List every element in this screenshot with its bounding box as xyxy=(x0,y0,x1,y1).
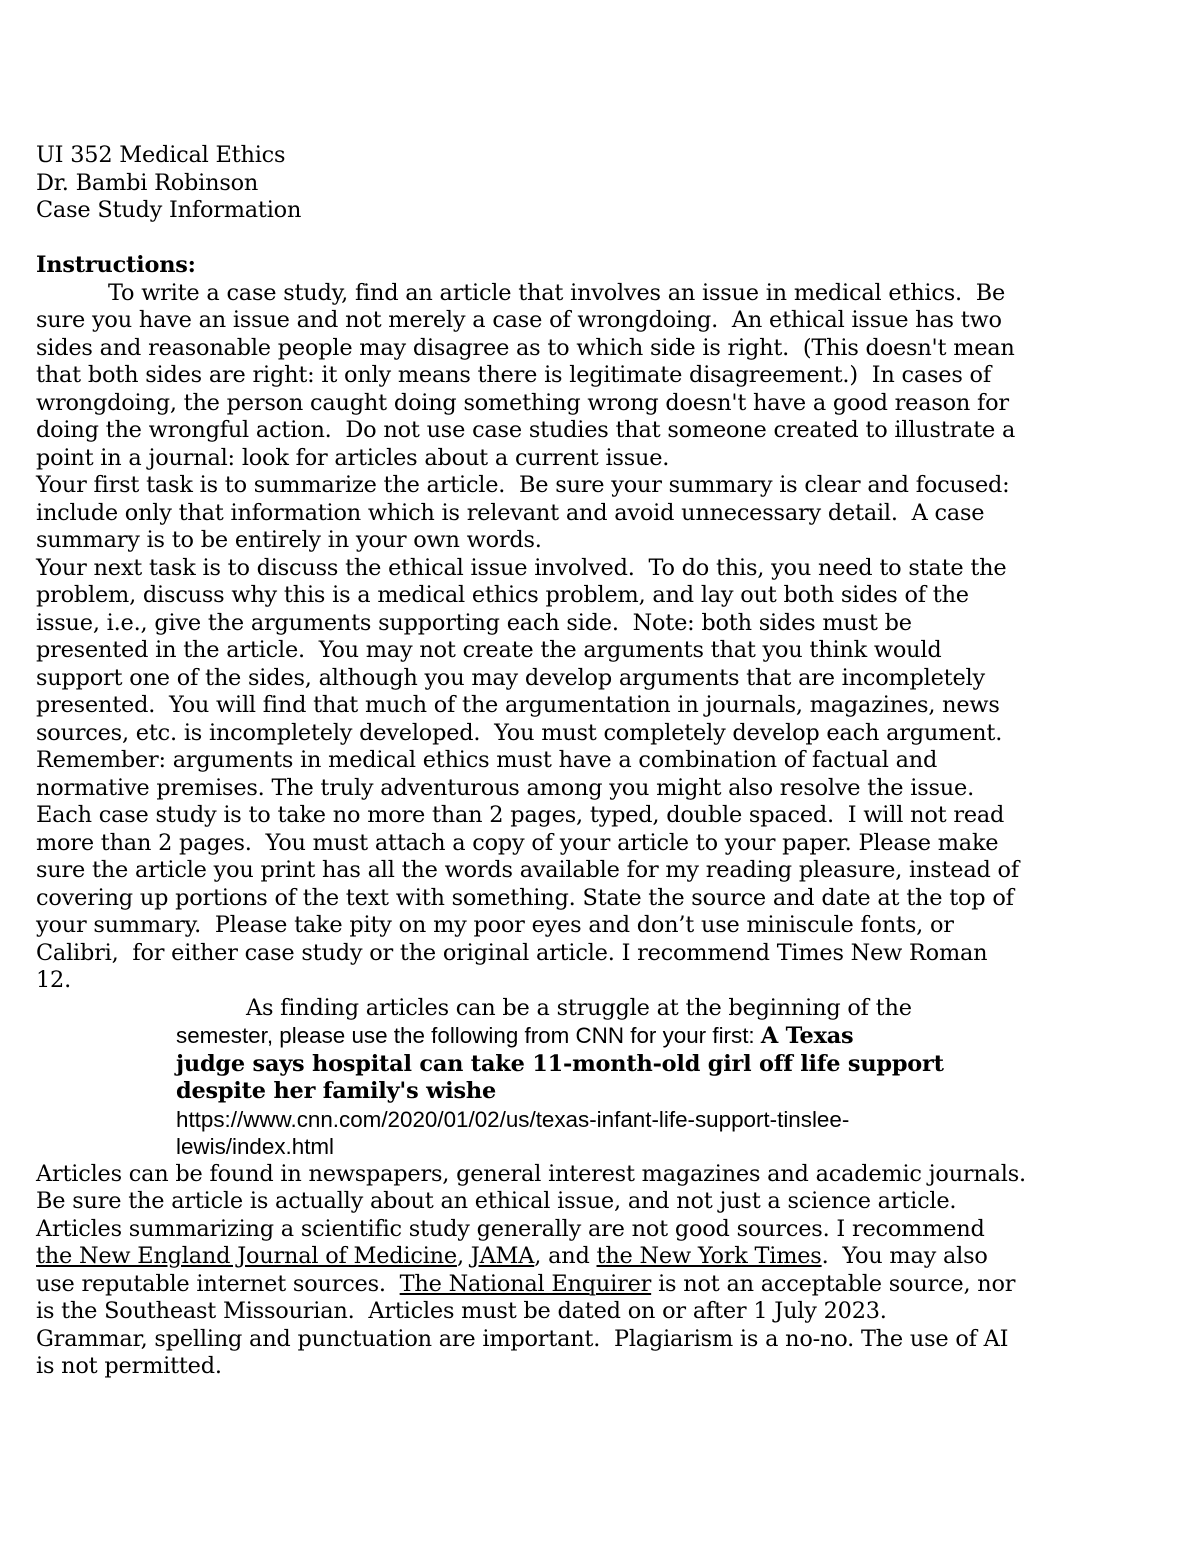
instructions-heading: Instructions: xyxy=(36,252,196,278)
para1-line: point in a journal: look for articles about a current issue. xyxy=(36,444,670,471)
enquirer-reference: The National Enquirer xyxy=(399,1270,652,1297)
para3-line: Each case study is to take no more than 2 pages, typed, double spaced. I will not read xyxy=(36,802,1005,828)
para1-line: that both sides are right: it only means there is legitimate disagreement.) In cases of xyxy=(36,362,991,388)
para3-line: 12. xyxy=(36,967,72,993)
para3-line: presented in the article. You may not create the arguments that you think would xyxy=(36,637,942,663)
para1-line: sure you have an issue and not merely a case of wrongdoing. An ethical issue has two xyxy=(36,307,1002,333)
para4-line: Articles summarizing a scientific study generally are not good sources. I recommend xyxy=(36,1215,985,1242)
para3-line: support one of the sides, although you may develop arguments that are incompletely xyxy=(36,664,985,691)
para2-line: Your first task is to summarize the article. Be sure your summary is clear and focused: xyxy=(36,472,1010,498)
para4-line: Grammar, spelling and punctuation are important. Plagiarism is a no-no. The use of AI xyxy=(36,1325,1009,1352)
para1-line: wrongdoing, the person caught doing something wrong doesn't have a good reason for xyxy=(36,389,1009,416)
cnn-article-url: lewis/index.html xyxy=(176,1134,335,1159)
separator-text: , and xyxy=(534,1243,597,1269)
cnn-intro-text: semester, please use the following from CNN for your first: xyxy=(176,1023,761,1048)
para3-line: Calibri, for either case study or the original article. I recommend Times New Roman xyxy=(36,939,988,966)
para3-line: more than 2 pages. You must attach a copy of your article to your paper. Please make xyxy=(36,829,999,856)
nejm-reference: the New England Journal of Medicine xyxy=(36,1243,457,1269)
para2-line: summary is to be entirely in your own words. xyxy=(36,527,542,553)
para1-line: To write a case study, find an article that involves an issue in medical ethics. Be xyxy=(108,279,1006,306)
para3-line: sure the article you print has all the words available for my reading pleasure, instead of xyxy=(36,857,1019,883)
cnn-article-title: despite her family's wishe xyxy=(176,1078,496,1104)
separator-text: , xyxy=(456,1243,471,1269)
para4-line: is not permitted. xyxy=(36,1353,222,1379)
para3-line: Remember: arguments in medical ethics must have a combination of factual and xyxy=(36,747,938,773)
para4-text: use reputable internet sources. xyxy=(36,1270,400,1297)
instructor-name: Dr. Bambi Robinson xyxy=(36,169,259,196)
para1-line: doing the wrongful action. Do not use case studies that someone created to illustrate a xyxy=(36,417,1016,443)
para3-line: your summary. Please take pity on my poor eyes and don’t use miniscule fonts, or xyxy=(36,912,954,938)
para4-line: Be sure the article is actually about an ethical issue, and not just a science article. xyxy=(36,1188,957,1214)
para4-text: . You may also xyxy=(821,1243,988,1269)
jama-reference: JAMA xyxy=(470,1243,535,1269)
para4-line: Articles can be found in newspapers, general interest magazines and academic journals. xyxy=(36,1160,1026,1187)
document-body xyxy=(36,142,1136,1381)
nyt-reference: the New York Times xyxy=(596,1243,822,1269)
cnn-article-title: A Texas xyxy=(760,1023,854,1049)
para2-line: include only that information which is relevant and avoid unnecessary detail. A case xyxy=(36,499,985,526)
cnn-article-url: https://www.cnn.com/2020/01/02/us/texas-infant-life-support-tinslee- xyxy=(176,1106,850,1132)
para4-line xyxy=(36,1243,1136,1271)
para3-line: normative premises. The truly adventurous among you might also resolve the issue. xyxy=(36,774,974,801)
para3-line: sources, etc. is incompletely developed. You must completely develop each argument. xyxy=(36,719,1003,746)
para3-line: Your next task is to discuss the ethical issue involved. To do this, you need to state the xyxy=(36,554,1007,581)
document-title: Case Study Information xyxy=(36,197,302,223)
cnn-article-title: judge says hospital can take 11-month-old girl off life support xyxy=(176,1050,944,1077)
course-title: UI 352 Medical Ethics xyxy=(36,142,286,168)
cnn-intro-line: As finding articles can be a struggle at the beginning of the xyxy=(246,994,912,1021)
spacer xyxy=(36,225,1136,253)
para1-line: sides and reasonable people may disagree as to which side is right. (This doesn't mean xyxy=(36,334,1015,361)
para3-line: issue, i.e., give the arguments supporting each side. Note: both sides must be xyxy=(36,609,912,636)
cnn-intro-line xyxy=(36,1022,1136,1051)
para3-line: presented. You will find that much of the argumentation in journals, magazines, news xyxy=(36,692,1000,718)
para3-line: problem, discuss why this is a medical ethics problem, and lay out both sides of the xyxy=(36,582,969,608)
para4-line xyxy=(36,1271,1136,1299)
para4-line: is the Southeast Missourian. Articles must be dated on or after 1 July 2023. xyxy=(36,1298,887,1324)
para3-line: covering up portions of the text with something. State the source and date at the top of xyxy=(36,884,1014,911)
para4-text: is not an acceptable source, nor xyxy=(651,1270,1016,1297)
